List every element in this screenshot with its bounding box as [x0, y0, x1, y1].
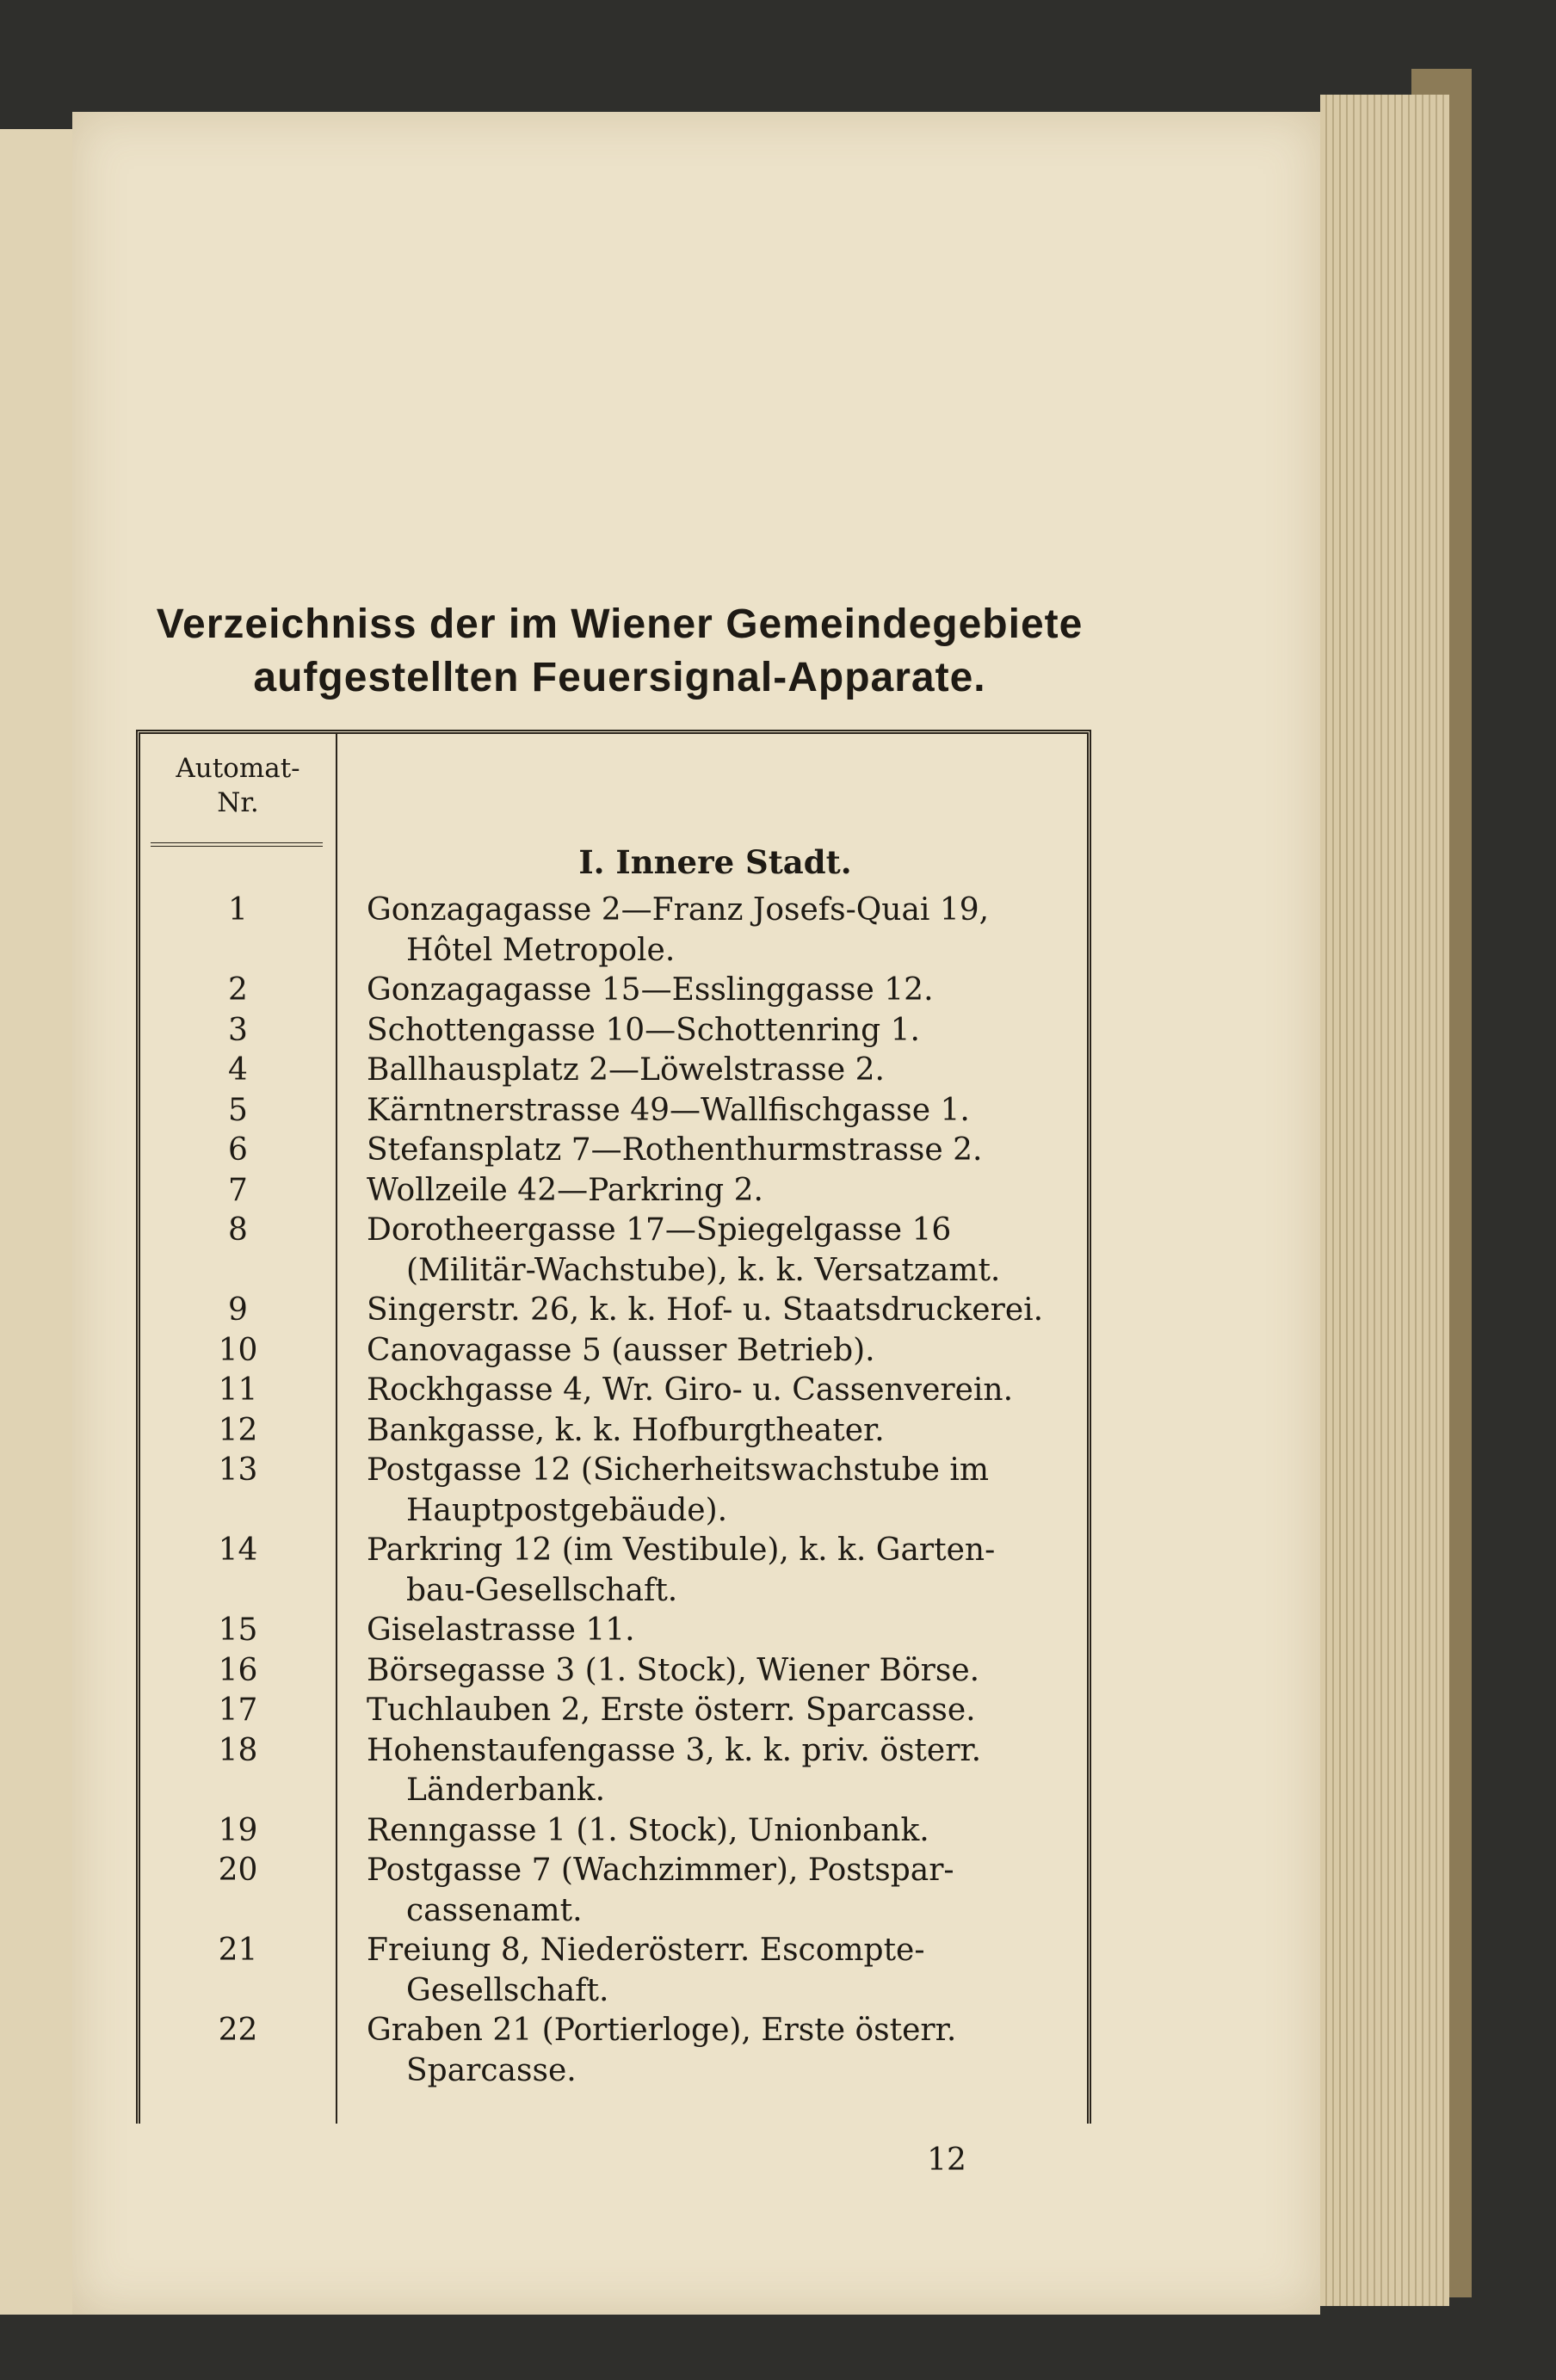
title-line-2: aufgestellten Feuersignal-Apparate.	[253, 655, 986, 700]
location-line-1: Schottengasse 10—Schottenring 1.	[367, 1012, 920, 1048]
location-text	[336, 1931, 1065, 2011]
title-line-1: Verzeichniss der im Wiener Gemeindegebiete	[156, 601, 1084, 647]
table-row	[140, 1211, 1087, 1291]
table-row	[140, 1811, 1087, 1852]
location-line-2: cassenamt.	[406, 1892, 583, 1928]
header-line-1: Automat-	[176, 753, 300, 784]
table-row	[140, 1691, 1087, 1731]
location-text	[336, 1011, 1065, 1051]
location-line-1: Stefansplatz 7—Rothenthurmstrasse 2.	[367, 1132, 983, 1168]
location-text	[336, 1451, 1065, 1531]
table-row	[140, 971, 1087, 1011]
table-row	[140, 1011, 1087, 1051]
automat-number: 12	[218, 1412, 258, 1448]
page-number: 12	[927, 2143, 966, 2178]
location-line-1: Giselastrasse 11.	[367, 1612, 635, 1648]
location-line-1: Wollzeile 42—Parkring 2.	[367, 1172, 763, 1208]
page-title	[129, 598, 1110, 705]
location-line-1: Postgasse 7 (Wachzimmer), Postspar-	[367, 1853, 954, 1888]
header-line-2: Nr.	[217, 787, 259, 818]
table-row	[140, 1731, 1087, 1811]
table-row	[140, 2011, 1087, 2091]
location-line-1: Ballhausplatz 2—Löwelstrasse 2.	[367, 1052, 885, 1088]
automat-number: 11	[218, 1372, 258, 1408]
table-row	[140, 1371, 1087, 1411]
location-line-1: Renngasse 1 (1. Stock), Unionbank.	[367, 1812, 929, 1848]
table-row	[140, 1131, 1087, 1171]
location-text	[336, 1091, 1065, 1131]
table-body	[140, 891, 1087, 2091]
location-text	[336, 2011, 1065, 2091]
location-text	[336, 1211, 1065, 1291]
automat-number: 19	[218, 1812, 258, 1848]
location-line-1: Tuchlauben 2, Erste österr. Sparcasse.	[367, 1693, 976, 1728]
automat-number: 4	[228, 1052, 248, 1088]
location-text	[336, 1611, 1065, 1651]
table-row	[140, 1651, 1087, 1692]
automat-number: 14	[218, 1532, 258, 1568]
automat-number: 7	[228, 1172, 248, 1208]
location-line-1: Parkring 12 (im Vestibule), k. k. Garten-	[367, 1532, 996, 1568]
location-text	[336, 1051, 1065, 1091]
automat-number: 1	[228, 892, 248, 928]
location-text	[336, 891, 1065, 971]
location-line-1: Freiung 8, Niederösterr. Escompte-	[367, 1933, 925, 1968]
location-line-2: (Militär-Wachstube), k. k. Versatzamt.	[406, 1252, 1001, 1288]
table-row	[140, 1331, 1087, 1372]
location-line-1: Gonzagagasse 2—Franz Josefs-Quai 19,	[367, 892, 990, 928]
section-heading: I. Innere Stadt.	[578, 843, 852, 881]
location-line-1: Dorotheergasse 17—Spiegelgasse 16	[367, 1212, 952, 1248]
automat-number: 17	[218, 1693, 258, 1728]
location-line-1: Graben 21 (Portierloge), Erste österr.	[367, 2013, 957, 2048]
location-line-1: Singerstr. 26, k. k. Hof- u. Staatsdruckerei.	[367, 1292, 1044, 1328]
left-page-edge	[0, 129, 78, 2315]
location-text	[336, 1371, 1065, 1411]
table-row	[140, 891, 1087, 971]
table-row	[140, 1091, 1087, 1131]
location-text	[336, 1651, 1065, 1692]
location-text	[336, 1411, 1065, 1452]
location-text	[336, 1811, 1065, 1852]
automat-number: 16	[218, 1652, 258, 1688]
automat-number: 21	[218, 1933, 258, 1968]
automat-number: 10	[218, 1332, 258, 1368]
location-text	[336, 1291, 1065, 1331]
location-text	[336, 1171, 1065, 1212]
location-text	[336, 1851, 1065, 1931]
location-line-2: Länderbank.	[406, 1773, 606, 1808]
automat-number: 9	[228, 1292, 248, 1328]
table-row	[140, 1171, 1087, 1212]
location-line-2: Hôtel Metropole.	[406, 932, 676, 968]
header-rule	[151, 842, 323, 847]
automat-number: 15	[218, 1612, 258, 1648]
automat-number: 3	[228, 1012, 248, 1048]
signal-apparatus-table	[136, 730, 1091, 2124]
table-row	[140, 1611, 1087, 1651]
automat-number: 20	[218, 1853, 258, 1888]
location-line-1: Canovagasse 5 (ausser Betrieb).	[367, 1332, 875, 1368]
location-line-1: Postgasse 12 (Sicherheitswachstube im	[367, 1452, 990, 1488]
page-fore-edge	[1320, 95, 1449, 2306]
table-row	[140, 1451, 1087, 1531]
location-line-1: Bankgasse, k. k. Hofburgtheater.	[367, 1412, 885, 1448]
automat-number: 5	[228, 1092, 248, 1128]
location-line-2: Sparcasse.	[406, 2052, 577, 2088]
automat-nr-header	[140, 751, 336, 820]
location-text	[336, 1131, 1065, 1171]
table-row	[140, 1291, 1087, 1331]
automat-number: 13	[218, 1452, 258, 1488]
location-text	[336, 1331, 1065, 1372]
table-row	[140, 1411, 1087, 1452]
location-text	[336, 1731, 1065, 1811]
table-row	[140, 1931, 1087, 2011]
location-text	[336, 971, 1065, 1011]
location-line-2: bau-Gesellschaft.	[406, 1572, 678, 1608]
automat-number: 18	[218, 1732, 258, 1768]
automat-number: 8	[228, 1212, 248, 1248]
location-line-1: Hohenstaufengasse 3, k. k. priv. österr.	[367, 1732, 982, 1768]
location-line-2: Gesellschaft.	[406, 1972, 609, 2008]
table-row	[140, 1531, 1087, 1611]
location-line-2: Hauptpostgebäude).	[406, 1492, 728, 1528]
table-row	[140, 1851, 1087, 1931]
location-line-1: Gonzagagasse 15—Esslinggasse 12.	[367, 972, 934, 1008]
location-line-1: Börsegasse 3 (1. Stock), Wiener Börse.	[367, 1652, 980, 1688]
automat-number: 22	[218, 2013, 258, 2048]
location-text	[336, 1691, 1065, 1731]
location-line-1: Rockhgasse 4, Wr. Giro- u. Cassenverein.	[367, 1372, 1014, 1408]
location-text	[336, 1531, 1065, 1611]
automat-number: 2	[228, 972, 248, 1008]
table-row	[140, 1051, 1087, 1091]
automat-number: 6	[228, 1132, 248, 1168]
location-line-1: Kärntnerstrasse 49—Wallfischgasse 1.	[367, 1092, 970, 1128]
